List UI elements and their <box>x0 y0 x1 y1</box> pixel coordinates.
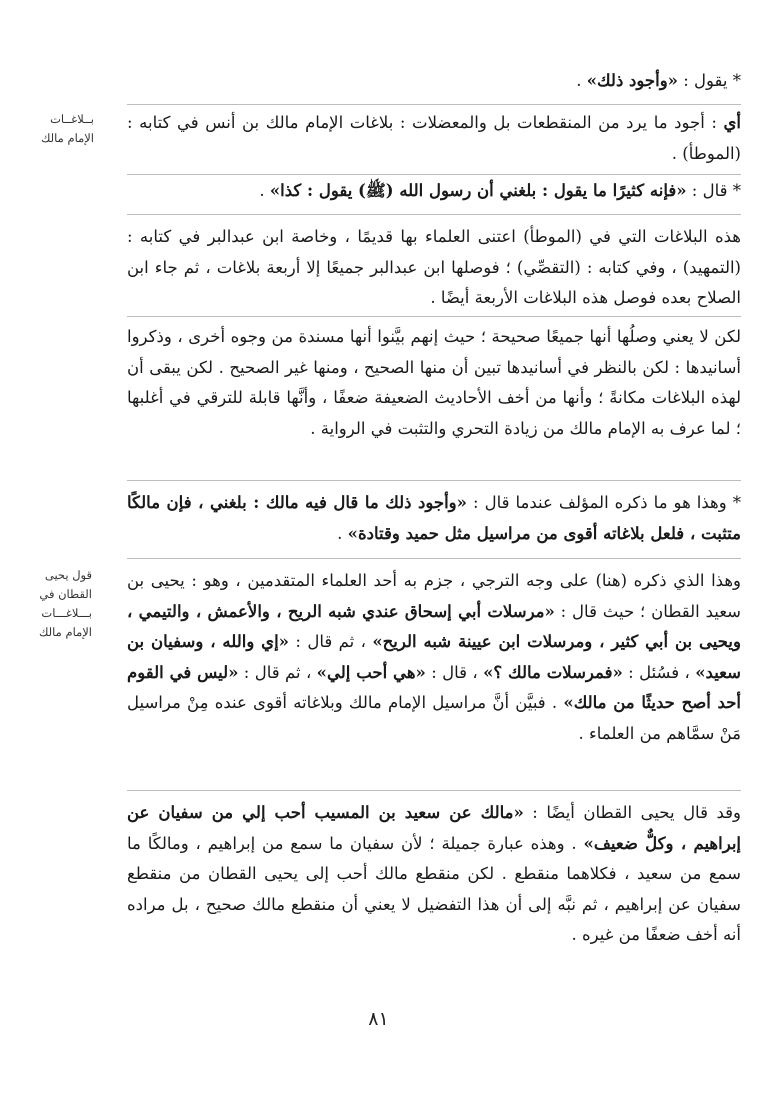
divider <box>127 104 741 105</box>
paragraph-quote-1: * يقول : «وأجود ذلك» . <box>576 71 741 90</box>
quoted-text: «هي أحب إلي» <box>316 662 426 682</box>
body-text: ، قال : <box>425 662 484 682</box>
quoted-text: «ليس في القوم أحد أصح حديثًا من مالك» <box>127 662 742 712</box>
paragraph-explanation-3: لكن لا يعني وصلُها أنها جميعًا صحيحة ؛ حيث إنهم بيَّنوا أنها مسندة من وجوه أخرى ، وذكروا أسانيدها : لكن بالنظر في أسانيدها تبين أن منها الصحيح ، ومنها غير الصحيح . لكن يبقى أن لهذه البلاغات مكانةً ؛ وأنها من أخف الأحاديث الضعيفة ضعفًا ، وأنَّها قابلة للترقي في أغلبها ؛ لما عرف به الإمام مالك من زيادة التحري والتثبت في الرواية . <box>127 327 741 438</box>
divider <box>127 214 741 215</box>
body-text: . وهذه عبارة جميلة ؛ لأن سفيان ما سمع من إبراهيم ، ومالكًا ما سمع من سعيد ، فكلاهما منقطع . لكن منقطع مالك أحب إلى يحيى القطان من منقطع سفيان عن إبراهيم ، ثم نبَّه إلى أن هذا التفضيل لا يعني أن منقطع مالك صحيح ، بل مراده أنه أخف ضعفًا من غيره . <box>127 833 741 944</box>
divider <box>127 790 741 791</box>
quoted-text: «مالك عن سعيد بن المسيب أحب إلي من سفيان عن إبراهيم ، وكلٌّ ضعيف» <box>127 803 741 853</box>
margin-note-balaghat: بــلاغــات الإمام مالك <box>40 112 94 145</box>
margin-note-qattan: قول يحيى القطان في بـــلاغـــات الإمام مالك <box>38 568 92 639</box>
quoted-text: «إي والله ، وسفيان بن سعيد» <box>127 632 741 682</box>
paragraph-quote-2: * قال : «فإنه كثيرًا ما يقول : بلغني أن رسول الله (ﷺ) يقول : كذا» . <box>259 181 741 200</box>
quoted-text: «مرسلات أبي إسحاق عندي شبه الريح ، والأعمش ، والتيمي ، ويحيى بن أبي كثير ، ومرسلات ابن عيينة شبه الريح» <box>127 601 741 651</box>
body-text: . فبيَّن أنَّ مراسيل الإمام مالك وبلاغاته أقوى عنده مِنْ مراسيل مَنْ سمَّاهم من العلماء . <box>127 693 741 743</box>
page-number: ٨١ <box>368 1008 389 1030</box>
body-text: ، ثم قال : <box>238 662 317 682</box>
paragraph-explanation-2: هذه البلاغات التي في (الموطأ) اعتنى العلماء بها قديمًا ، وخاصة ابن عبدالبر في كتابه : (التمهيد) ، وفي كتابه : (التقصِّي) ؛ فوصلها ابن عبدالبر جميعًا إلا أربعة بلاغات ، ثم جاء ابن الصلاح بعده فوصل هذه البلاغات الأربعة أيضًا . <box>127 227 741 307</box>
paragraph-explanation-5 <box>127 798 741 951</box>
body-text: وهذا الذي ذكره (هنا) على وجه الترجي ، جزم به أحد العلماء المتقدمين ، وهو : يحيى بن سعيد القطان ؛ حيث قال : <box>127 571 741 621</box>
paragraph-quote-3: * وهذا هو ما ذكره المؤلف عندما قال : «وأجود ذلك ما قال فيه مالك : بلغني ، فإن مالكًا متثبت ، فلعل بلاغاته أقوى من مراسيل مثل حميد وقتادة» . <box>127 493 741 543</box>
body-text: وقد قال يحيى القطان أيضًا : <box>523 803 742 822</box>
paragraph-explanation-1: أي : أجود ما يرد من المنقطعات بل والمعضلات : بلاغات الإمام مالك بن أنس في كتابه : (الموطأ) . <box>127 113 741 163</box>
quoted-text: «فمرسلات مالك ؟» <box>483 662 623 682</box>
divider <box>127 316 741 317</box>
body-text: ، فسُئل : <box>622 662 696 682</box>
divider <box>127 558 741 559</box>
divider <box>127 480 741 481</box>
divider <box>127 174 741 175</box>
body-text: ، ثم قال : <box>289 632 373 651</box>
paragraph-explanation-4 <box>127 566 741 749</box>
